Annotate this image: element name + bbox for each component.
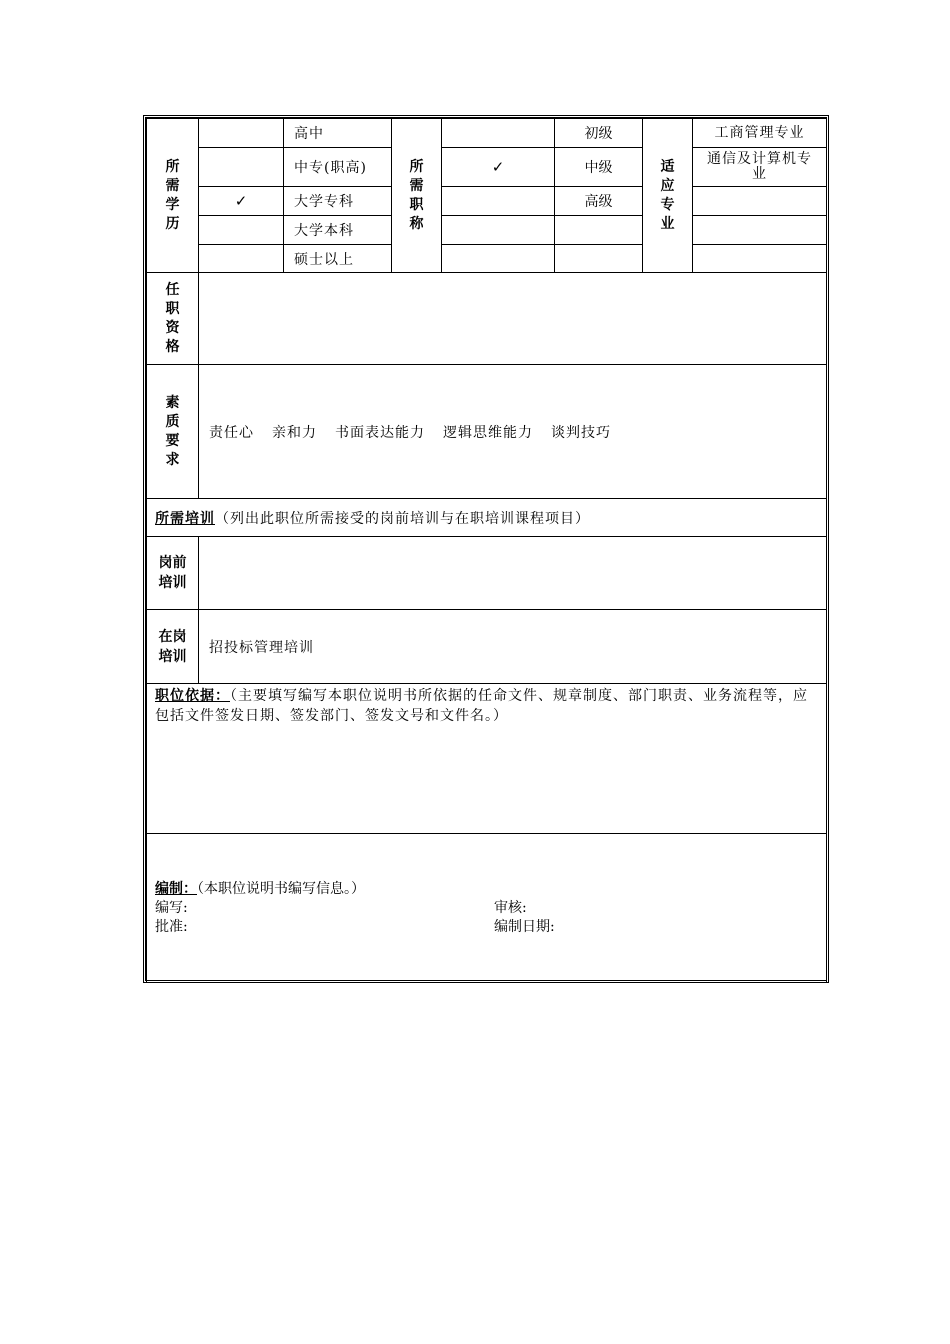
title-rank-level-0: 初级: [555, 119, 643, 148]
major-item-3: [693, 216, 827, 245]
training-header: [147, 499, 827, 537]
education-check-0[interactable]: [199, 119, 284, 148]
signature-grid: [155, 899, 818, 937]
title-rank-check-2[interactable]: [442, 187, 555, 216]
major-label: 适 应 专 业: [643, 119, 693, 273]
quality-item: 谈判技巧: [551, 424, 611, 441]
writer-field[interactable]: 编写:: [155, 900, 188, 916]
reviewer-field[interactable]: 审核:: [494, 900, 527, 916]
education-check-3[interactable]: [199, 216, 284, 245]
title-rank-check-1[interactable]: ✓: [442, 148, 555, 187]
title-rank-label: 所 需 职 称: [392, 119, 442, 273]
title-rank-check-4[interactable]: [442, 245, 555, 273]
compile-header: [155, 880, 818, 899]
on-job-training-label: 在岗 培训: [147, 610, 199, 684]
education-check-1[interactable]: [199, 148, 284, 187]
position-basis-note: （主要填写编写本职位说明书所依据的任命文件、规章制度、部门职责、业务流程等，应包括文件签发日期、签发部门、签发文号和文件名。）: [155, 688, 808, 724]
pre-job-training-label: 岗前 培训: [147, 537, 199, 610]
education-label: 所 需 学 历: [147, 119, 199, 273]
quality-item: 亲和力: [272, 424, 317, 441]
education-level-0: 高中: [284, 119, 392, 148]
training-header-title: 所需培训: [155, 510, 215, 527]
education-level-2: 大学专科: [284, 187, 392, 216]
training-header-note: （列出此职位所需接受的岗前培训与在职培训课程项目）: [215, 510, 590, 527]
position-basis-title: 职位依据：: [155, 688, 230, 704]
education-check-2[interactable]: ✓: [199, 187, 284, 216]
title-rank-level-2: 高级: [555, 187, 643, 216]
title-rank-level-4: [555, 245, 643, 273]
education-level-4: 硕士以上: [284, 245, 392, 273]
education-level-3: 大学本科: [284, 216, 392, 245]
title-rank-check-3[interactable]: [442, 216, 555, 245]
compile-note: （本职位说明书编写信息。）: [197, 881, 365, 897]
quality-item: 书面表达能力: [335, 424, 425, 441]
qualification-content[interactable]: [199, 273, 827, 365]
major-item-0: 工商管理专业: [693, 119, 827, 148]
compile-date-field[interactable]: 编制日期:: [494, 919, 555, 935]
education-level-1: 中专(职高): [284, 148, 392, 187]
job-description-form: [143, 115, 829, 983]
major-item-2: [693, 187, 827, 216]
education-check-4[interactable]: [199, 245, 284, 273]
title-rank-level-3: [555, 216, 643, 245]
job-spec-table: [146, 118, 827, 983]
major-item-1: 通信及计算机专业: [693, 148, 827, 187]
title-rank-level-1: 中级: [555, 148, 643, 187]
compile-section: [147, 834, 827, 983]
qualification-label: 任 职 资 格: [147, 273, 199, 365]
compile-title: 编制：: [155, 881, 197, 897]
quality-item: 逻辑思维能力: [443, 424, 533, 441]
pre-job-training-content[interactable]: [199, 537, 827, 610]
position-basis-section[interactable]: [147, 684, 827, 834]
major-item-4: [693, 245, 827, 273]
quality-label: 素 质 要 求: [147, 365, 199, 499]
quality-content[interactable]: [199, 365, 827, 499]
quality-item: 责任心: [209, 424, 254, 441]
on-job-training-content[interactable]: 招投标管理培训: [199, 610, 827, 684]
title-rank-check-0[interactable]: [442, 119, 555, 148]
approver-field[interactable]: 批准:: [155, 919, 188, 935]
